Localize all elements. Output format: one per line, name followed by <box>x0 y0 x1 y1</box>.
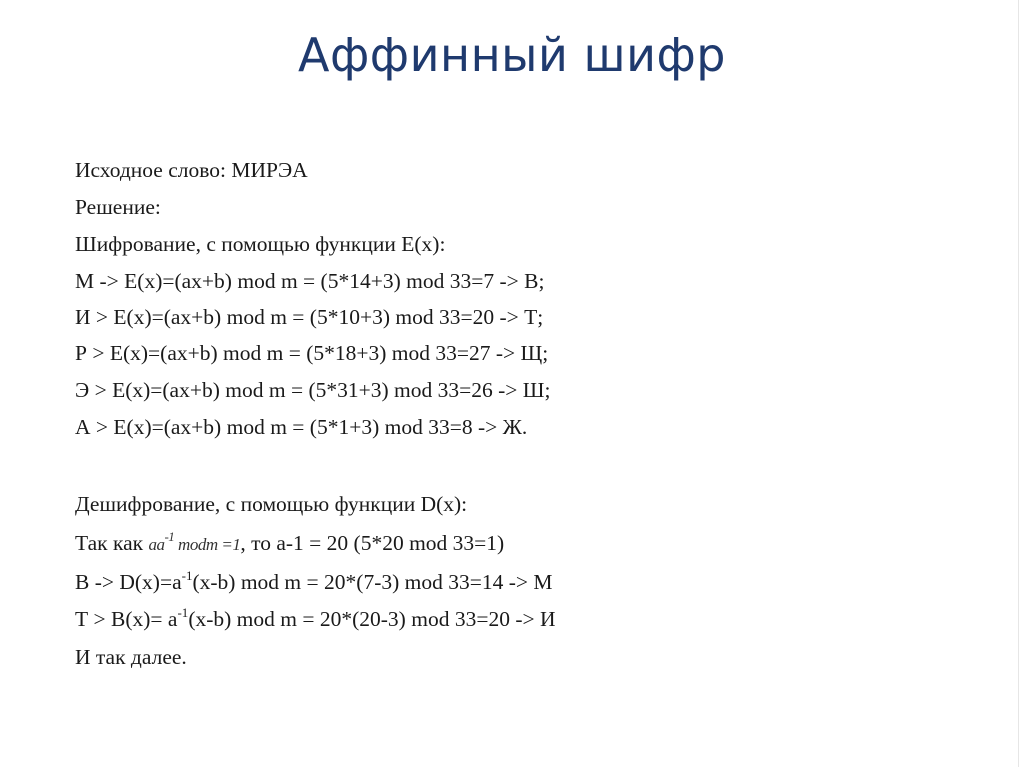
closing-line: И так далее. <box>75 645 187 669</box>
decrypt-suffix: (x-b) mod m = 20*(7-3) mod 33=14 -> М <box>192 570 553 594</box>
formula-eq: =1 <box>221 535 241 554</box>
decrypt-exponent: -1 <box>181 568 193 583</box>
since-prefix: Так как <box>75 531 144 555</box>
encryption-line: А > E(x)=(ax+b) mod m = (5*1+3) mod 33=8 -> Ж. <box>75 415 528 439</box>
encryption-heading: Шифрование, с помощью функции E(x): <box>75 232 446 256</box>
encryption-line: Э > E(x)=(ax+b) mod m = (5*31+3) mod 33=26 -> Ш; <box>75 378 551 402</box>
decrypt-prefix: Т > B(x)= a <box>75 607 178 631</box>
encryption-line: Р > E(x)=(ax+b) mod m = (5*18+3) mod 33=27 -> Щ; <box>75 341 549 365</box>
formula-exponent: -1 <box>164 529 175 544</box>
encryption-line: И > E(x)=(ax+b) mod m = (5*10+3) mod 33=20 -> Т; <box>75 305 544 329</box>
decrypt-suffix: (x-b) mod m = 20*(20-3) mod 33=20 -> И <box>188 607 556 631</box>
decrypt-prefix: В -> D(x)=a <box>75 570 182 594</box>
since-line <box>75 531 504 557</box>
slide-border <box>1018 0 1019 767</box>
solution-line: Решение: <box>75 195 161 219</box>
slide-title: Аффинный шифр <box>297 28 727 82</box>
source-word-line: Исходное слово: МИРЭА <box>75 158 308 182</box>
decrypt-exponent: -1 <box>177 605 189 620</box>
decryption-heading: Дешифрование, с помощью функции D(x): <box>75 492 468 516</box>
formula-mod: modm <box>178 535 218 554</box>
decryption-line <box>75 607 556 631</box>
encryption-line: М -> E(x)=(ax+b) mod m = (5*14+3) mod 33=7 -> В; <box>75 269 545 293</box>
inverse-formula <box>148 529 241 554</box>
formula-a: aa <box>148 535 165 554</box>
decryption-line <box>75 570 553 594</box>
since-suffix: , то a-1 = 20 (5*20 mod 33=1) <box>240 531 505 555</box>
